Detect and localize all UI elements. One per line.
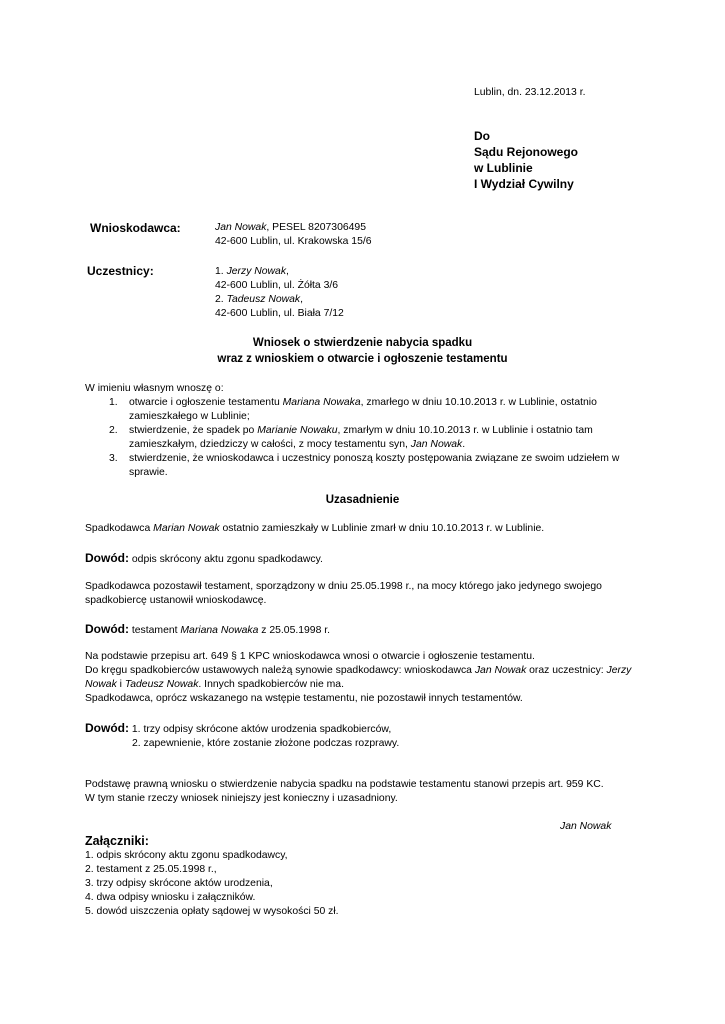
participant-address: 42-600 Lublin, ul. Żółta 3/6 bbox=[215, 280, 339, 291]
paragraph-line bbox=[85, 678, 631, 692]
justification-heading: Uzasadnienie bbox=[325, 494, 400, 506]
requests-intro: W imieniu własnym wnoszę o: bbox=[85, 383, 224, 394]
participant-punct: , bbox=[286, 266, 289, 277]
addressee-line: Sądu Rejonowego bbox=[474, 145, 579, 159]
request-number: 3. bbox=[109, 453, 118, 464]
paragraph-text: ostatnio zamieszkały w Lublinie zmarł w dniu 10.10.2013 r. w Lublinie. bbox=[219, 523, 545, 534]
attachment-item: 4. dwa odpisy wniosku i załączników. bbox=[85, 892, 256, 903]
participant-name: Jerzy Nowak bbox=[226, 266, 287, 277]
request-text: , zmarłym w dniu 10.10.2013 r. w Lublinie i ostatnio tam bbox=[337, 425, 593, 436]
document-title bbox=[0, 335, 725, 367]
participants-label: Uczestnicy: bbox=[87, 264, 154, 278]
request-text: zamieszkałego w Lublinie; bbox=[129, 411, 250, 422]
attachments-section bbox=[85, 833, 339, 919]
paragraph-line: W tym stanie rzeczy wniosek niniejszy jest konieczny i uzasadniony. bbox=[85, 793, 398, 804]
person-name: Tadeusz Nowak bbox=[124, 679, 199, 690]
signature: Jan Nowak bbox=[560, 821, 612, 832]
evidence-text: testament bbox=[129, 625, 181, 636]
paragraph-text: Spadkodawca bbox=[85, 523, 154, 534]
place-date: Lublin, dn. 23.12.2013 r. bbox=[474, 87, 586, 98]
addressee-line: Do bbox=[474, 129, 490, 143]
participant-address: 42-600 Lublin, ul. Biała 7/12 bbox=[215, 308, 344, 319]
request-number: 1. bbox=[109, 397, 118, 408]
request-number: 2. bbox=[109, 425, 118, 436]
title-line: Wniosek o stwierdzenie nabycia spadku bbox=[252, 337, 473, 349]
evidence-text: odpis skrócony aktu zgonu spadkodawcy. bbox=[129, 554, 323, 565]
title-line: wraz z wnioskiem o otwarcie i ogłoszenie testamentu bbox=[217, 353, 508, 365]
evidence-label: Dowód: bbox=[85, 622, 129, 636]
person-name: Jan Nowak bbox=[474, 665, 527, 676]
request-text: otwarcie i ogłoszenie testamentu bbox=[129, 397, 283, 408]
paragraph bbox=[85, 522, 544, 536]
evidence-line bbox=[85, 622, 330, 638]
paragraph bbox=[85, 778, 604, 806]
request-text: . bbox=[462, 439, 466, 450]
attachment-item: 1. odpis skrócony aktu zgonu spadkodawcy, bbox=[85, 850, 288, 861]
request-text: stwierdzenie, że wnioskodawca i uczestnicy ponoszą koszty postępowania związane ze swoim udziełem w bbox=[129, 453, 620, 464]
evidence-text: 2. zapewnienie, które zostanie złożone podczas rozprawy. bbox=[132, 738, 400, 749]
participants-block bbox=[215, 265, 344, 321]
applicant-block bbox=[215, 221, 372, 249]
evidence-label: Dowód: bbox=[85, 551, 129, 565]
request-item bbox=[85, 424, 625, 452]
attachment-item: 2. testament z 25.05.1998 r., bbox=[85, 864, 217, 875]
paragraph-text: Do kręgu spadkobierców ustawowych należą synowie spadkodawcy: wnioskodawca bbox=[85, 665, 475, 676]
applicant-address: 42-600 Lublin, ul. Krakowska 15/6 bbox=[215, 236, 372, 247]
paragraph-line: Spadkodawca, oprócz wskazanego na wstępie testamentu, nie pozostawił innych testamentów. bbox=[85, 693, 523, 704]
participant-number: 2. bbox=[215, 294, 227, 305]
paragraph-line: spadkobiercę ustanowił wnioskodawcę. bbox=[85, 595, 267, 606]
evidence-label: Dowód: bbox=[85, 721, 129, 735]
request-text: sprawie. bbox=[129, 467, 168, 478]
addressee-line: w Lublinie bbox=[474, 161, 533, 175]
request-name: Mariana Nowaka bbox=[282, 397, 361, 408]
participant-name: Tadeusz Nowak bbox=[226, 294, 301, 305]
evidence-text: z 25.05.1998 r. bbox=[258, 625, 331, 636]
person-name: Nowak bbox=[85, 679, 117, 690]
applicant-name: Jan Nowak bbox=[215, 222, 267, 233]
paragraph-line: Spadkodawca pozostawił testament, sporządzony w dniu 25.05.1998 r., na mocy którego jako jedynego swojego bbox=[85, 581, 602, 592]
request-text: , zmarłego w dniu 10.10.2013 r. w Lublinie, ostatnio bbox=[360, 397, 597, 408]
person-name: Jerzy bbox=[606, 665, 632, 676]
paragraph-line bbox=[85, 664, 631, 678]
paragraph-text: oraz uczestnicy: bbox=[526, 665, 607, 676]
applicant-id: , PESEL 8207306495 bbox=[266, 222, 366, 233]
attachment-item: 3. trzy odpisy skrócone aktów urodzenia, bbox=[85, 878, 273, 889]
paragraph bbox=[85, 650, 631, 706]
participant-punct: , bbox=[300, 294, 303, 305]
paragraph-text: . Innych spadkobierców nie ma. bbox=[198, 679, 344, 690]
requests-section bbox=[85, 382, 625, 480]
person-name: Marian Nowak bbox=[153, 523, 220, 534]
paragraph-line: Podstawę prawną wniosku o stwierdzenie nabycia spadku na podstawie testamentu stanowi przepis art. 959 KC. bbox=[85, 779, 604, 790]
request-name: Jan Nowak bbox=[410, 439, 463, 450]
request-name: Marianie Nowaku bbox=[257, 425, 338, 436]
evidence-text: 1. trzy odpisy skrócone aktów urodzenia spadkobierców, bbox=[129, 724, 392, 735]
applicant-label: Wnioskodawca: bbox=[90, 221, 181, 235]
request-item bbox=[85, 396, 625, 424]
request-item bbox=[85, 452, 625, 480]
person-name: Mariana Nowaka bbox=[180, 625, 259, 636]
paragraph-text: i bbox=[116, 679, 125, 690]
addressee-line: I Wydział Cywilny bbox=[474, 177, 574, 191]
evidence-block bbox=[85, 721, 399, 751]
paragraph bbox=[85, 580, 602, 608]
request-text: zamieszkałym, dziedziczy w całości, z mocy testamentu syn, bbox=[129, 439, 411, 450]
attachments-heading: Załączniki: bbox=[85, 834, 149, 848]
evidence-line bbox=[85, 551, 323, 567]
attachment-item: 5. dowód uiszczenia opłaty sądowej w wysokości 50 zł. bbox=[85, 906, 339, 917]
request-text: stwierdzenie, że spadek po bbox=[129, 425, 258, 436]
participant-number: 1. bbox=[215, 266, 227, 277]
addressee-block bbox=[474, 128, 578, 192]
paragraph-line: Na podstawie przepisu art. 649 § 1 KPC wnioskodawca wnosi o otwarcie i ogłoszenie testamentu. bbox=[85, 651, 535, 662]
